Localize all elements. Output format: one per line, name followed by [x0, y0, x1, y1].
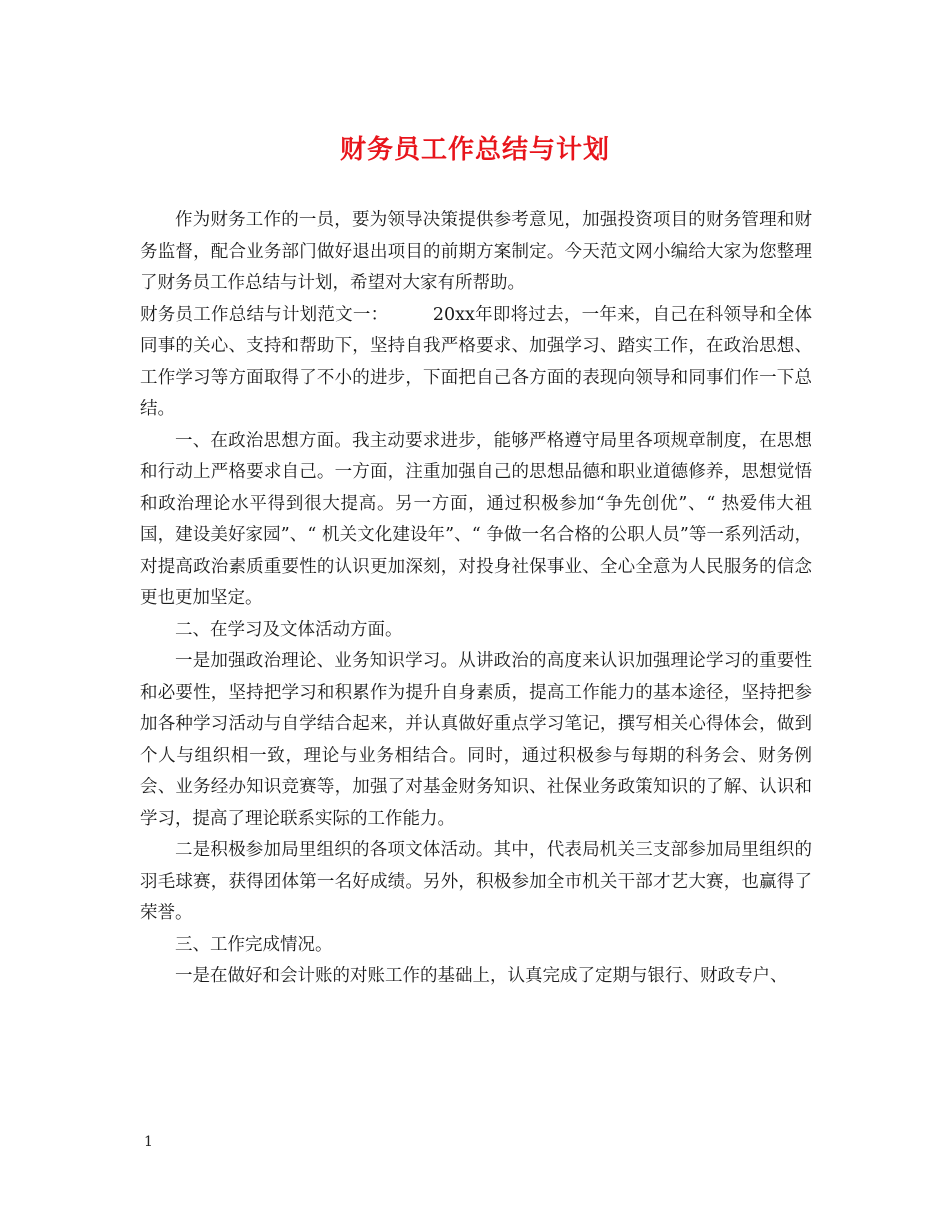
work-paragraph: 一是在做好和会计账的对账工作的基础上，认真完成了定期与银行、财政专户、 [175, 966, 788, 986]
document-title: 财务员工作总结与计划 [339, 135, 610, 165]
sample-heading-paragraph: 财务员工作总结与计划范文一： 20xx年即将过去，一年来，自己在科领导和全体同事的关心、支持和帮助下，坚持自我严格要求、加强学习、踏实工作，在政治思想、工作学习等方面取得了不小的进步，下面把自己各方面的表现向领导和同事们作一下总结。 [140, 304, 812, 419]
document-body [140, 205, 812, 993]
section-political-paragraph: 一、在政治思想方面。我主动要求进步，能够严格遵守局里各项规章制度，在思想和行动上严格要求自己。一方面，注重加强自己的思想品德和职业道德修养，思想觉悟和政治理论水平得到很大提高。另一方面，通过积极参加“争先创优”、“ 热爱伟大祖国，建设美好家园”、“ 机关文化建设年”、“ 争做一名合格的公职人员”等一系列活动，对提高政治素质重要性的认识更加深刻，对投身社保事业、全心全意为人民服务的信念更也更加坚定。 [140, 430, 812, 608]
section-study-heading: 二、在学习及文体活动方面。 [175, 619, 403, 640]
study-paragraph: 一是加强政治理论、业务知识学习。从讲政治的高度来认识加强理论学习的重要性和必要性，坚持把学习和积累作为提升自身素质，提高工作能力的基本途径，坚持把参加各种学习活动与自学结合起来，并认真做好重点学习笔记，撰写相关心得体会，做到个人与组织相一致，理论与业务相结合。同时，通过积极参与每期的科务会、财务例会、业务经办知识竞赛等，加强了对基金财务知识、社保业务政策知识的了解、认识和学习，提高了理论联系实际的工作能力。 [140, 651, 812, 829]
section-work-heading: 三、工作完成情况。 [175, 934, 333, 955]
page-number: 1 [144, 1134, 153, 1150]
intro-paragraph: 作为财务工作的一员，要为领导决策提供参考意见，加强投资项目的财务管理和财务监督，配合业务部门做好退出项目的前期方案制定。今天范文网小编给大家为您整理了财务员工作总结与计划，希望对大家有所帮助。 [140, 210, 812, 293]
activities-paragraph: 二是积极参加局里组织的各项文体活动。其中，代表局机关三支部参加局里组织的羽毛球赛，获得团体第一名好成绩。另外，积极参加全市机关干部才艺大赛，也赢得了荣誉。 [140, 840, 812, 923]
